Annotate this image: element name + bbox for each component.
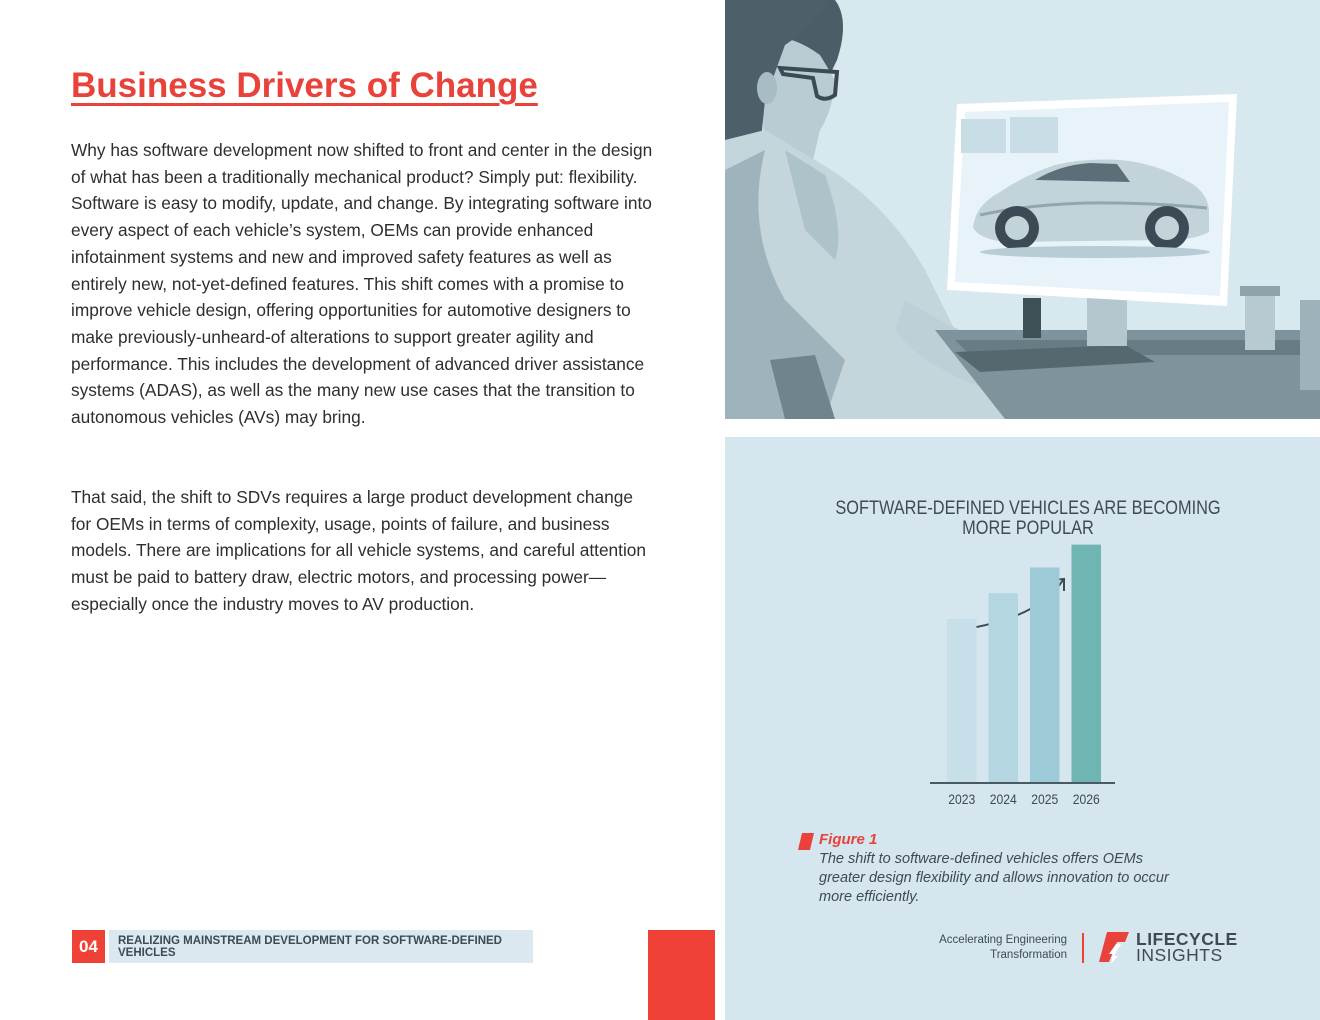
x-tick-label-2026: 2026 bbox=[1072, 791, 1100, 807]
bar-group bbox=[947, 545, 1101, 782]
logo-wordmark-line-2: INSIGHTS bbox=[1136, 945, 1223, 965]
bar-2023 bbox=[947, 619, 977, 782]
engineer-illustration bbox=[725, 0, 1320, 419]
lifecycle-logo-icon bbox=[1097, 930, 1131, 964]
chart-title-line-2: MORE POPULAR bbox=[962, 518, 1094, 539]
page-title: Business Drivers of Change bbox=[71, 66, 538, 105]
bar-2024 bbox=[989, 593, 1019, 782]
x-tick-labels bbox=[948, 791, 1100, 807]
logo-divider bbox=[1082, 933, 1084, 963]
body-paragraph-2: That said, the shift to SDVs requires a large product development change for OEMs in terms of complexity, usage, points of failure, and business models. There are implications for all vehicle systems, and careful attention must be paid to battery draw, electric motors, and processing power—especially once the industry moves to AV production. bbox=[71, 487, 647, 614]
document-title-banner: REALIZING MAINSTREAM DEVELOPMENT FOR SOFTWARE-DEFINED VEHICLES bbox=[109, 930, 533, 963]
x-tick-label-2023: 2023 bbox=[948, 791, 976, 807]
page-number: 04 bbox=[72, 930, 105, 963]
body-paragraph-1: Why has software development now shifted to front and center in the design of what has been a traditionally mechanical product? Simply put: flexibility. Software is easy to modify, update, and change. By integrating software into every aspect of each vehicle’s system, OEMs can provide enhanced infotainment systems and new and improved safety features as well as entirely new, not-yet-defined features. This shift comes with a promise to improve vehicle design, offering opportunities for automotive designers to make previously-unheard-of alterations to support greater agility and performance. This includes the development of advanced driver assistance systems (ADAS), as well as the many new use cases that the transition to autonomous vehicles (AVs) may bring. bbox=[71, 140, 653, 428]
chart-title-line-1: SOFTWARE-DEFINED VEHICLES ARE BECOMING bbox=[835, 498, 1221, 519]
bar-2026 bbox=[1072, 545, 1102, 782]
company-tagline bbox=[905, 933, 1067, 963]
x-tick-label-2025: 2025 bbox=[1031, 791, 1059, 807]
figure-marker-icon bbox=[798, 833, 814, 850]
figure-caption: The shift to software-defined vehicles offers OEMs greater design flexibility and allows innovation to occur more efficiently. bbox=[819, 851, 1169, 905]
tagline-line-1: Accelerating Engineering bbox=[939, 934, 1067, 946]
figure-label: Figure 1 bbox=[819, 831, 878, 848]
logo-wordmark-line-1: LIFECYCLE bbox=[1136, 929, 1238, 949]
x-tick-label-2024: 2024 bbox=[989, 791, 1017, 807]
tagline-line-2: Transformation bbox=[990, 949, 1067, 961]
bar-2025 bbox=[1030, 568, 1060, 783]
figure-panel bbox=[725, 437, 1320, 1020]
accent-tab bbox=[648, 930, 715, 1020]
